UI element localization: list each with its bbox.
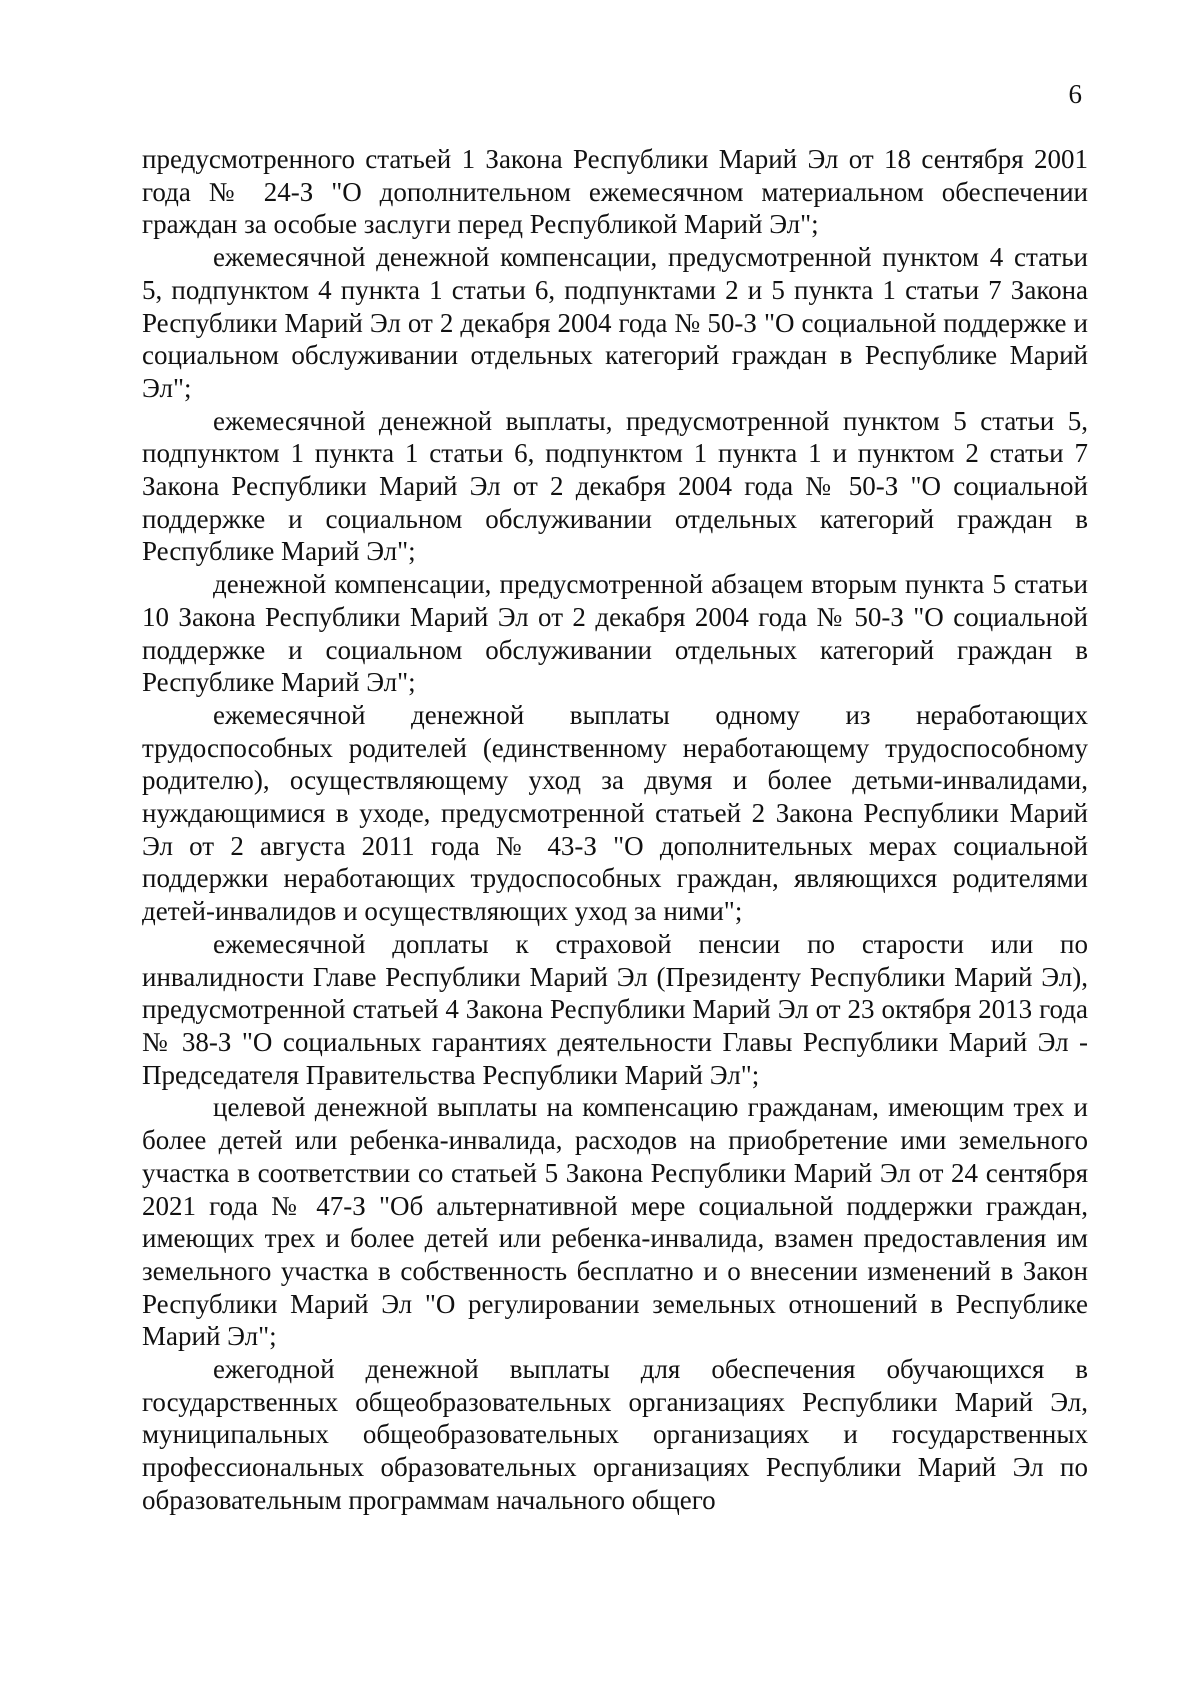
paragraph-monthly-compensation: ежемесячной денежной компенсации, предусмотренной пунктом 4 статьи 5, подпунктом 4 пункта 1 статьи 6, подпунктами 2 и 5 пункта 1 статьи 7 Закона Республики Марий Эл от 2 декабря 2004 года № 50-З "О социальной поддержке и социальном обслуживании отдельных категорий граждан в Республике Марий Эл"; [142,242,1088,403]
paragraph-parent-payment: ежемесячной денежной выплаты одному из неработающих трудоспособных родителей (единственному неработающему трудоспособному родителю), осуществляющему уход за двумя и более детьми-инвалидами, нуждающимися в уходе, предусмотренной статьей 2 Закона Республики Марий Эл от 2 августа 2011 года № 43-З "О дополнительных мерах социальной поддержки неработающих трудоспособных граждан, являющихся родителями детей-инвалидов и осуществляющих уход за ними"; [142,699,1088,927]
paragraph-cash-compensation: денежной компенсации, предусмотренной абзацем вторым пункта 5 статьи 10 Закона Республики Марий Эл от 2 декабря 2004 года № 50-З "О социальной поддержке и социальном обслуживании отдельных категорий граждан в Республике Марий Эл"; [142,569,1088,698]
paragraph-continuation: предусмотренного статьей 1 Закона Республики Марий Эл от 18 сентября 2001 года № 24-З "О дополнительном ежемесячном материальном обеспечении граждан за особые заслуги перед Республикой Марий Эл"; [142,144,1088,240]
paragraph-annual-payment: ежегодной денежной выплаты для обеспечения обучающихся в государственных общеобразовательных организациях Республики Марий Эл, муниципальных общеобразовательных организациях и государственных профессиональных образовательных организациях Республики Марий Эл по образовательным программам начального общего [142,1354,1088,1515]
paragraph-land-compensation: целевой денежной выплаты на компенсацию гражданам, имеющим трех и более детей или ребенка-инвалида, расходов на приобретение ими земельного участка в соответствии со статьей 5 Закона Республики Марий Эл от 24 сентября 2021 года № 47-З "Об альтернативной мере социальной поддержки граждан, имеющих трех и более детей или ребенка-инвалида, взамен предоставления им земельного участка в собственность бесплатно и о внесении изменений в Закон Республики Марий Эл "О регулировании земельных отношений в Республике Марий Эл"; [142,1092,1088,1352]
paragraph-pension-supplement: ежемесячной доплаты к страховой пенсии по старости или по инвалидности Главе Республики Марий Эл (Президенту Республики Марий Эл), предусмотренной статьей 4 Закона Республики Марий Эл от 23 октября 2013 года № 38-З "О социальных гарантиях деятельности Главы Республики Марий Эл - Председателя Правительства Республики Марий Эл"; [142,928,1088,1090]
page-number: 6 [1068,79,1082,109]
document-body [142,143,1088,1517]
paragraph-monthly-payment: ежемесячной денежной выплаты, предусмотренной пунктом 5 статьи 5, подпунктом 1 пункта 1 статьи 6, подпунктом 1 пункта 1 и пунктом 2 статьи 7 Закона Республики Марий Эл от 2 декабря 2004 года № 50-З "О социальной поддержке и социальном обслуживании отдельных категорий граждан в Республике Марий Эл"; [142,405,1088,567]
